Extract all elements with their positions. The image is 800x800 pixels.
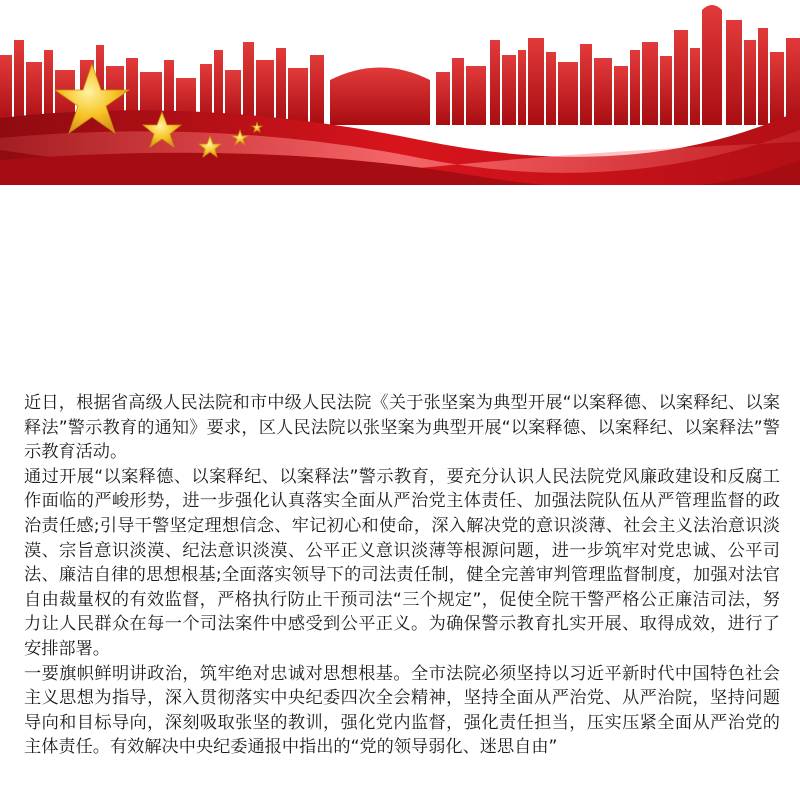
article-paragraph-2: 通过开展“以案释德、以案释纪、以案释法”警示教育，要充分认识人民法院党风廉政建设和反腐工作面临的严峻形势，进一步强化认真落实全面从严治党主体责任、加强法院队伍从严管理监督的政治责任感;引导干警坚定理想信念、牢记初心和使命，深入解决党的意识淡薄、社会主义法治意识淡漠、宗旨意识淡漠、纪法意识淡漠、公平正义意识淡薄等根源问题，进一步筑牢对党忠诚、公平司法、廉洁自律的思想根基;全面落实领导下的司法责任制，健全完善审判管理监督制度，加强对法官自由裁量权的有效监督，严格执行防止干预司法“三个规定”，促使全院干警严格公正廉洁司法，努力让人民群众在每一个司法案件中感受到公平正义。为确保警示教育扎实开展、取得成效，进行了安排部署。 [24,466,780,659]
article-body [24,391,780,760]
city-skyline [0,5,800,125]
header-banner [0,0,800,185]
article-paragraph-3: 一要旗帜鲜明讲政治，筑牢绝对忠诚对思想根基。全市法院必须坚持以习近平新时代中国特色社会主义思想为指导，深入贯彻落实中央纪委四次全会精神，坚持全面从严治党、从严治院，坚持问题导向和目标导向，深刻吸取张坚的教训，强化党内监督，强化责任担当，压实压紧全面从严治党的主体责任。有效解决中央纪委通报中指出的“党的领导弱化、迷思自由” [24,663,780,758]
skyline-banner-graphic [0,0,800,185]
article-paragraph-1: 近日，根据省高级人民法院和市中级人民法院《关于张坚案为典型开展“以案释德、以案释纪、以案释法”警示教育的通知》要求，区人民法院以张坚案为典型开展“以案释德、以案释纪、以案释法”警示教育活动。 [24,393,780,463]
